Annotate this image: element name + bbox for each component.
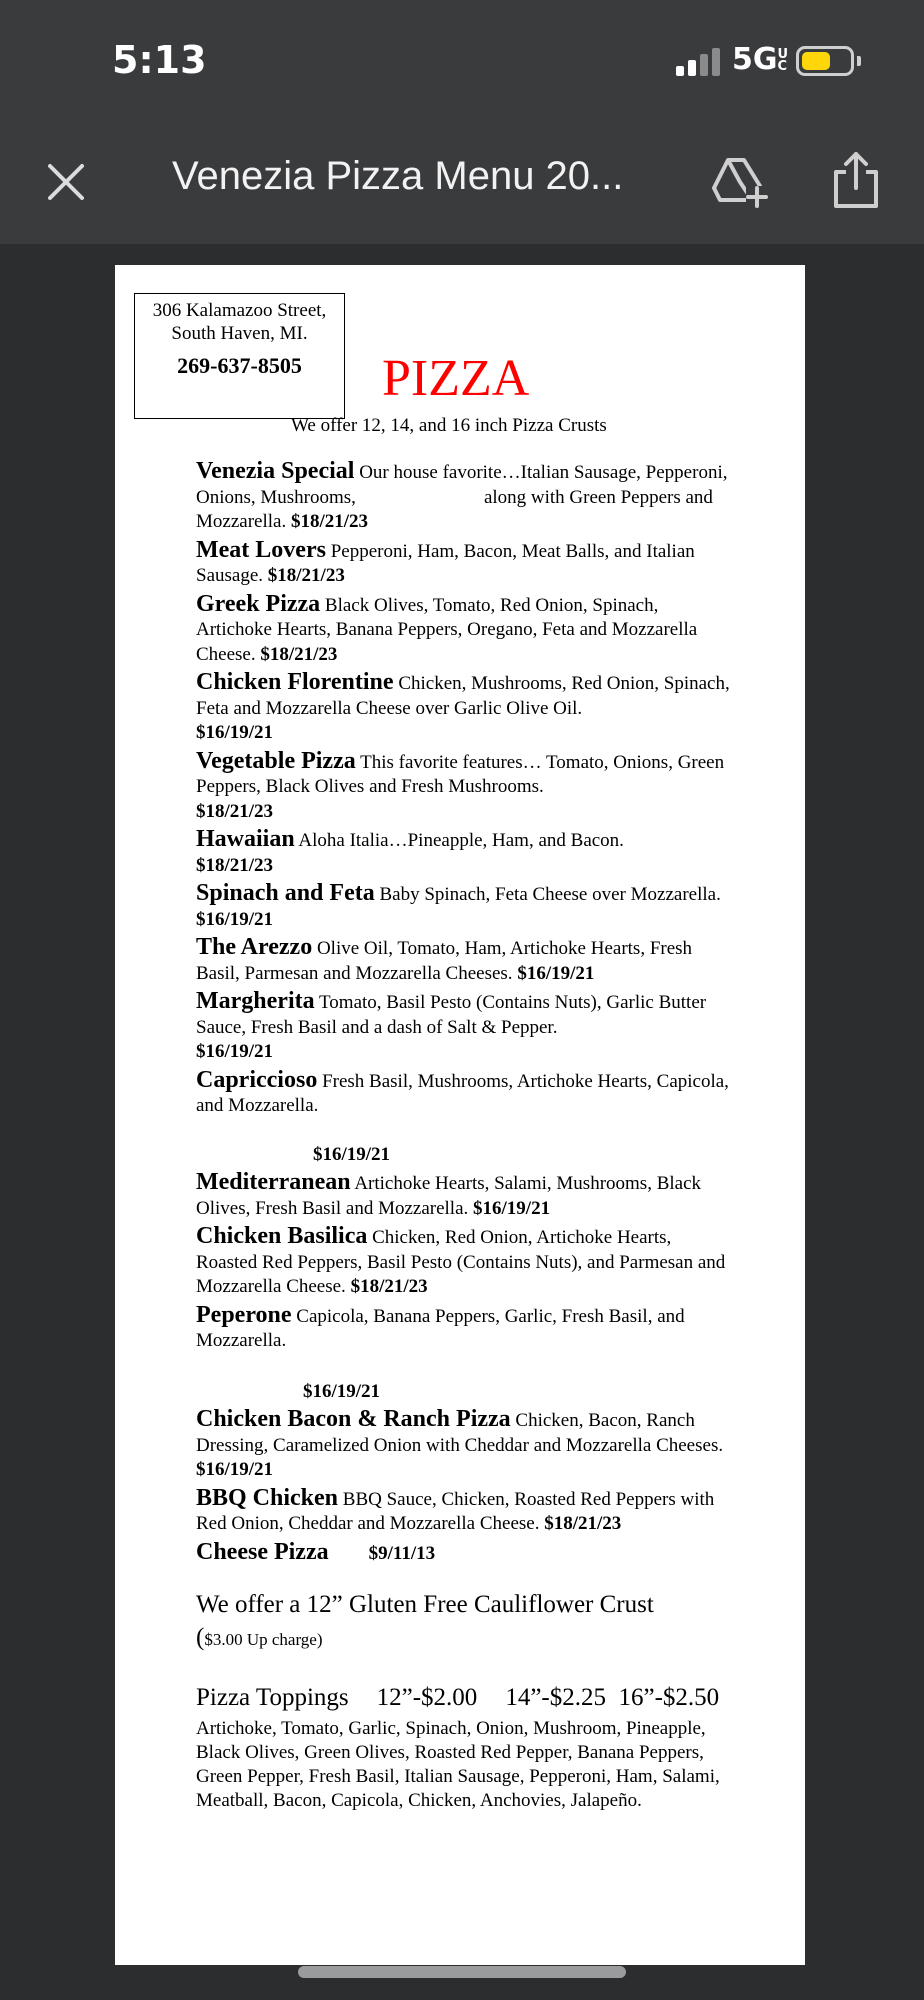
signal-strength-icon xyxy=(676,48,722,76)
share-icon xyxy=(830,150,882,210)
menu-item-chicken-florentine xyxy=(196,670,736,746)
item-name: Capriccioso xyxy=(196,1066,318,1093)
item-description: Tomato, Basil Pesto (Contains Nuts), Garlic Butter Sauce, Fresh Basil and a dash of Salt & Pepper. xyxy=(196,992,707,1038)
item-price: $16/19/21 xyxy=(473,1197,551,1219)
menu-item-peperone xyxy=(196,1303,736,1405)
menu-list xyxy=(196,459,736,1813)
menu-item-vegetable-pizza xyxy=(196,749,736,825)
item-name: The Arezzo xyxy=(196,934,313,960)
network-label: 5GUC xyxy=(732,42,789,77)
item-name: Hawaiian xyxy=(196,826,295,852)
battery-fill xyxy=(802,52,830,70)
share-button[interactable] xyxy=(830,150,882,210)
item-description: Olive Oil, Tomato, Ham, Artichoke Hearts, Fresh Basil, Parmesan and Mozzarella Cheeses. xyxy=(196,938,693,984)
menu-item-chicken-bacon-ranch xyxy=(196,1407,736,1483)
gluten-free-paren: ( xyxy=(196,1624,205,1651)
item-price: $16/19/21 xyxy=(196,1459,274,1480)
item-description: Black Olives, Tomato, Red Onion, Spinach, Artichoke Hearts, Banana Peppers, Oregano, Feta and Mozzarella Cheese. xyxy=(196,594,698,665)
toppings-list: Artichoke, Tomato, Garlic, Spinach, Onion, Mushroom, Pineapple, Black Olives, Green Olives, Roasted Red Pepper, Banana Peppers, Green Pepper, Fresh Basil, Italian Sausage, Pepperoni, Ham, Salami, Meatball, Bacon, Capicola, Chicken, Anchovies, Jalapeño. xyxy=(196,1718,720,1811)
item-price: $18/21/23 xyxy=(196,800,274,822)
item-description: Chicken, Mushrooms, Red Onion, Spinach, Feta and Mozzarella Cheese over Garlic Olive Oil. xyxy=(196,673,730,719)
item-description: Aloha Italia…Pineapple, Ham, and Bacon. xyxy=(294,830,624,851)
toppings-price-16: 16”-$2.50 xyxy=(618,1684,720,1711)
item-name: BBQ Chicken xyxy=(196,1484,339,1511)
gluten-free-note xyxy=(196,1588,736,1656)
item-name: Spinach and Feta xyxy=(196,880,375,906)
item-name: Chicken Florentine xyxy=(196,669,394,695)
item-price: $16/19/21 xyxy=(196,908,274,930)
menu-heading: PIZZA xyxy=(382,350,530,407)
address-line-2: South Haven, MI. xyxy=(171,323,308,344)
item-name: Peperone xyxy=(196,1301,292,1328)
menu-item-the-arezzo xyxy=(196,935,736,986)
add-to-drive-button[interactable] xyxy=(712,156,768,208)
item-name: Margherita xyxy=(196,988,315,1014)
document-title: Venezia Pizza Menu 20... xyxy=(172,154,624,198)
item-description: Our house favorite…Italian Sausage, Pepperoni, Onions, Mushrooms, along with Green Peppers and Mozzarella. xyxy=(196,462,728,532)
item-description: Artichoke Hearts, Salami, Mushrooms, Black Olives, Fresh Basil and Mozzarella. xyxy=(196,1173,702,1219)
menu-item-meat-lovers xyxy=(196,538,736,589)
toppings-header xyxy=(196,1682,736,1713)
network-suffix: UC xyxy=(777,46,789,74)
item-name: Greek Pizza xyxy=(196,590,321,617)
menu-item-bbq-chicken xyxy=(196,1486,736,1537)
item-price: $9/11/13 xyxy=(368,1542,436,1564)
battery-cap xyxy=(857,56,861,66)
item-price: $16/19/21 xyxy=(517,962,595,984)
close-button[interactable] xyxy=(42,158,90,206)
menu-item-margherita xyxy=(196,989,736,1065)
item-description: This favorite features… Tomato, Onions, Green Peppers, Black Olives and Fresh Mushrooms. xyxy=(196,751,725,797)
menu-item-chicken-basilica xyxy=(196,1224,736,1300)
add-to-drive-icon xyxy=(712,156,768,208)
item-price: $18/21/23 xyxy=(196,854,274,876)
item-description: Chicken, Bacon, Ranch Dressing, Caramelized Onion with Cheddar and Mozzarella Cheeses. xyxy=(196,1410,724,1456)
item-name: Cheese Pizza xyxy=(196,1538,329,1565)
item-name: Venezia Special xyxy=(196,458,355,484)
item-description: Fresh Basil, Mushrooms, Artichoke Hearts, Capicola, and Mozzarella. xyxy=(196,1070,729,1116)
menu-item-hawaiian xyxy=(196,827,736,878)
document-page xyxy=(115,265,805,1965)
item-price: $16/19/21 xyxy=(313,1143,391,1165)
gluten-free-charge: $3.00 Up charge) xyxy=(204,1630,323,1649)
toppings-label: Pizza Toppings xyxy=(196,1684,349,1711)
gluten-free-text: We offer a 12” Gluten Free Cauliflower Crust xyxy=(196,1591,654,1618)
home-indicator[interactable] xyxy=(298,1966,626,1978)
menu-item-cheese-pizza xyxy=(196,1540,736,1567)
item-price: $18/21/23 xyxy=(544,1513,622,1534)
item-price: $16/19/21 xyxy=(196,722,274,743)
address-line-1: 306 Kalamazoo Street, xyxy=(152,300,327,321)
status-time: 5:13 xyxy=(112,38,207,82)
status-bar xyxy=(0,0,924,120)
menu-item-mediterranean xyxy=(196,1170,736,1221)
item-price: $18/21/23 xyxy=(260,643,338,665)
item-price: $16/19/21 xyxy=(196,1041,274,1062)
title-bar xyxy=(0,120,924,244)
item-description: BBQ Sauce, Chicken, Roasted Red Peppers with Red Onion, Cheddar and Mozzarella Cheese. xyxy=(196,1488,715,1534)
menu-item-venezia-special xyxy=(196,459,736,535)
address-box xyxy=(134,293,345,419)
item-price: $16/19/21 xyxy=(303,1380,381,1402)
menu-item-greek-pizza xyxy=(196,592,736,668)
battery-icon xyxy=(796,46,854,76)
item-name: Chicken Basilica xyxy=(196,1223,368,1249)
toppings-price-12: 12”-$2.00 xyxy=(376,1684,478,1711)
item-price: $18/21/23 xyxy=(350,1276,428,1297)
crust-note: We offer 12, 14, and 16 inch Pizza Crusts xyxy=(291,415,607,436)
close-icon xyxy=(42,158,90,206)
item-description: Capicola, Banana Peppers, Garlic, Fresh Basil, and Mozzarella. xyxy=(196,1305,685,1351)
menu-item-spinach-and-feta xyxy=(196,881,736,932)
item-price: $18/21/23 xyxy=(267,565,345,586)
item-name: Chicken Bacon & Ranch Pizza xyxy=(196,1406,511,1432)
item-name: Meat Lovers xyxy=(196,536,326,563)
item-name: Vegetable Pizza xyxy=(196,747,356,774)
item-price: $18/21/23 xyxy=(290,511,369,532)
item-description: Baby Spinach, Feta Cheese over Mozzarella. xyxy=(374,884,721,905)
item-name: Mediterranean xyxy=(196,1169,351,1195)
item-description: Pepperoni, Ham, Bacon, Meat Balls, and Italian Sausage. xyxy=(196,540,695,586)
item-description: Chicken, Red Onion, Artichoke Hearts, Roasted Red Peppers, Basil Pesto (Contains Nuts), and Parmesan and Mozzarella Cheese. xyxy=(196,1227,726,1297)
toppings-price-14: 14”-$2.25 xyxy=(505,1684,606,1711)
phone-number: 269-637-8505 xyxy=(177,353,302,378)
menu-item-capriccioso xyxy=(196,1068,736,1168)
